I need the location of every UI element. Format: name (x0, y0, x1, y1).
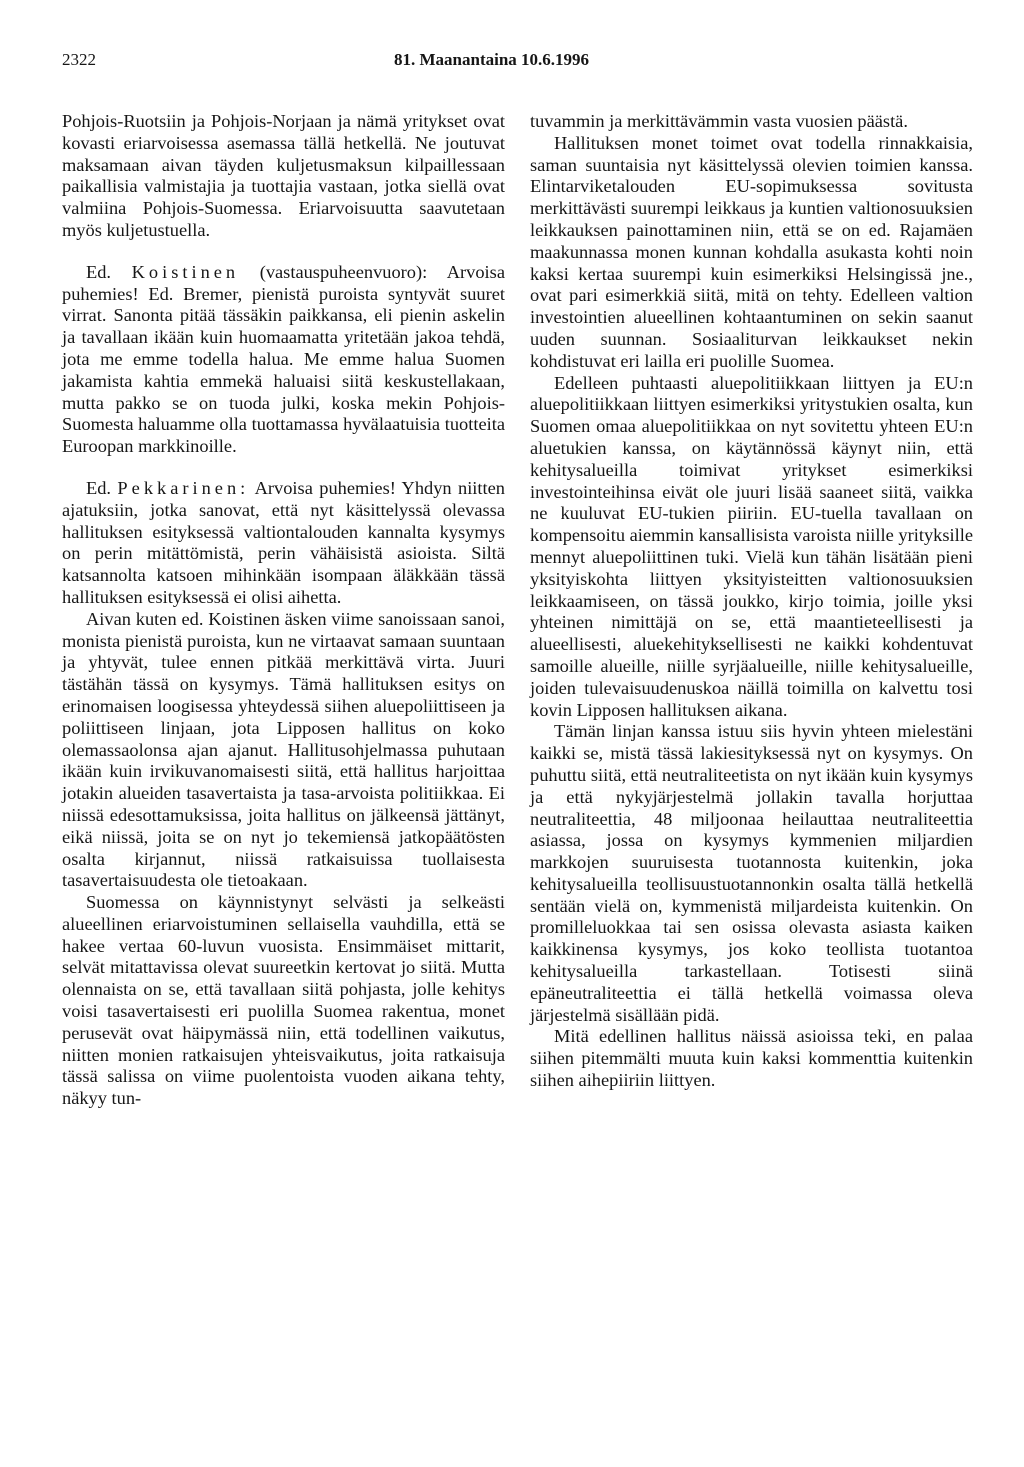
speech-text: Arvoisa puhemies! Yhdyn niitten ajatuksiin, jotka sanovat, että nyt käsittelyssä olevassa hallituksen esityksessä valtiontalouden kannalta kysymys on perin mitättömistä, perin vähäisistä asioista. Siltä katsannolta katsoen mihinkään isompaan äläkkään tässä hallituksen esityksessä ei olisi aihetta. (62, 477, 505, 607)
speaker-name: Koistinen (131, 261, 240, 282)
paragraph: Aivan kuten ed. Koistinen äsken viime sanoissaan sanoi, monista pienistä puroista, kun ne virtaavat samaan suuntaan ja yhtyvät, tulee ennen pitkää merkittävä virta. Juuri tästähän tässä on kysymys. Tämä hallituksen esitys on erinomaisen loogisessa yhteydessä siihen aluepoliittiseen ja poliittiseen linjaan, jota Lipposen hallitus on koko olemassaolonsa ajan ajanut. Hallitusohjelmassa puhutaan ikään kuin irvikuvanomaisesti siitä, että hallitus harjoittaa jotakin alueiden tasavertaista ja tasa-arvoista politiikkaa. Ei niissä edesottamuksissa, joita hallitus on jälkeensä jättänyt, eikä niissä, joita se on nyt jo tekemiensä jatkopäätösten osalta kirjannut, niissä ratkaisuissa tuollaisesta tasavertaisuudesta ole tietoakaan. (62, 608, 505, 891)
paragraph: Edelleen puhtaasti aluepolitiikkaan liittyen ja EU:n aluepolitiikkaan liittyen esimerkiksi yritystukien osalta, kun Suomen omaa aluepolitiikkaa on nyt sovitettu yhteen EU:n aluetukien kanssa, on käytännössä käynyt niin, että kehitysalueilla toimivat yritykset esimerkiksi investointeihinsa eivät ole juuri lisää saaneet siitä, vaikka ne kuuluvat EU-tukien piiriin. EU-tuella tavallaan on kompensoitu aiemmin kansallisista varoista niille yrityksille mennyt aluepoliittinen tuki. Vielä kun tähän lisätään pieni yksityiskohta liittyen yksityisteitten valtionosuuksien leikkaamiseen, on tässä joukko, kirjo toimia, joille yksi yhteinen nimittäjä on se, että maantieteellisesti ja alueellisesti, aluekehityksellisesti ne kaikki kohdentuvat samoille alueille, niille syrjäalueille, niille kehitysalueille, joiden tulevaisuudenuskoa näillä toimilla on kalvettu tosi kovin Lipposen hallituksen aikana. (530, 372, 973, 720)
paragraph: Hallituksen monet toimet ovat todella rinnakkaisia, saman suuntaisia nyt käsittelyssä olevien toimien kanssa. Elintarviketalouden EU-sopimuksessa sovitusta merkittävästi suurempi leikkaus ja kuntien valtionosuuksien leikkauksen painottaminen niin, että se on ed. Rajamäen maakunnassa monen kunnan kohdalla asukasta kohti noin kaksi kertaa suurempi kuin esimerkiksi Helsingissä jne., ovat pari esimerkkiä siitä, mitä on tehty. Edelleen valtion investointien alueellinen kohtaantuminen on sekin saanut uuden suunnan. Sosiaaliturvan leikkaukset nekin kohdistuvat eri lailla eri puolille Suomea. (530, 132, 973, 371)
left-column (62, 111, 505, 1110)
page-header (62, 48, 972, 72)
speaker-prefix: Ed. (86, 477, 112, 498)
paragraph: Suomessa on käynnistynyt selvästi ja selkeästi alueellinen eriarvoistuminen sellaisella vauhdilla, että se hakee vertaa 60-luvun vuosista. Ensimmäiset mittarit, selvät mitattavissa olevat suureetkin kertovat jo siitä. Mutta olennaista on se, että tavallaan siitä pohjasta, jolle kehitys voisi tasavertaisesti eri puolilla Suomea rakentua, monet perusevät ovat häipymässä niin, että todellinen vaikutus, niitten monien ratkaisujen yhteisvaikutus, joita ratkaisuja tässä salissa on viime puolentoista vuoden aikana tehty, näkyy tun- (62, 892, 505, 1109)
paragraph: Mitä edellinen hallitus näissä asioissa teki, en palaa siihen pitemmälti muuta kuin kaksi kommenttia kuitenkin siihen aihepiiriin liittyen. (530, 1026, 973, 1091)
speech-koistinen (62, 262, 505, 458)
paragraph: tuvammin ja merkittävämmin vasta vuosien päästä. (530, 111, 908, 131)
speaker-prefix: Ed. (86, 261, 112, 282)
session-title: 81. Maanantaina 10.6.1996 (394, 50, 590, 69)
speech-text: (vastauspuheenvuoro): Arvoisa puhemies! Ed. Bremer, pienistä puroista syntyvät suuret virrat. Sanonta pitää tässäkin paikkansa, eli pienin askelin ja tavallaan ikään kuin huomaamatta yritetään jakoa tehdä, jota me emme todella halua. Me emme halua Suomen jakamista kahtia emmekä haluaisi siitä keskustellakaan, mutta pakko se on tuoda julki, koska mekin Pohjois-Suomesta haluamme olla tuottamassa hyvälaatuisia tuotteita Euroopan markkinoille. (62, 261, 505, 457)
paragraph: Pohjois-Ruotsiin ja Pohjois-Norjaan ja nämä yritykset ovat kovasti eriarvoisessa asemassa tällä hetkellä. Ne joutuvat maksamaan aivan täyden kuljetusmaksun kilpaillessaan paikallisia valmistajia ja tuottajia vastaan, jotka siellä ovat valmiina Pohjois-Suomessa. Eriarvoisuutta saavutetaan myös kuljetustuella. (62, 111, 505, 240)
speaker-name: Pekkarinen: (117, 477, 250, 498)
right-column (530, 111, 973, 1092)
paragraph: Tämän linjan kanssa istuu siis hyvin yhteen mielestäni kaikki se, mistä tässä lakiesityksessä nyt on kysymys. On puhuttu siitä, että neutraliteetista on nyt ikään kuin kysymys ja että nykyjärjestelmä jollakin tavalla horjuttaa neutraliteettia, 48 miljoonaa heilauttaa neutraliteettia asiassa, jossa on kysymys kymmenien miljardien markkojen suuruisesta tuotannosta kuitenkin, joka kehitysalueilla teollisuustuotannonkin osalta tällä hetkellä sentään vielä on, kymmenistä miljardeista kuitenkin. On promilleluokkaa tai sen osissa olevasta asiasta kaiken kaikkinensa kysymys, jos koko teollista tuotantoa kehitysalueilla tarkastellaan. Totisesti siinä epäneutraliteettia ei tällä hetkellä voimassa oleva järjestelmä sisällään pidä. (530, 721, 973, 1025)
page-number: 2322 (62, 50, 96, 69)
speech-pekkarinen (62, 478, 505, 609)
